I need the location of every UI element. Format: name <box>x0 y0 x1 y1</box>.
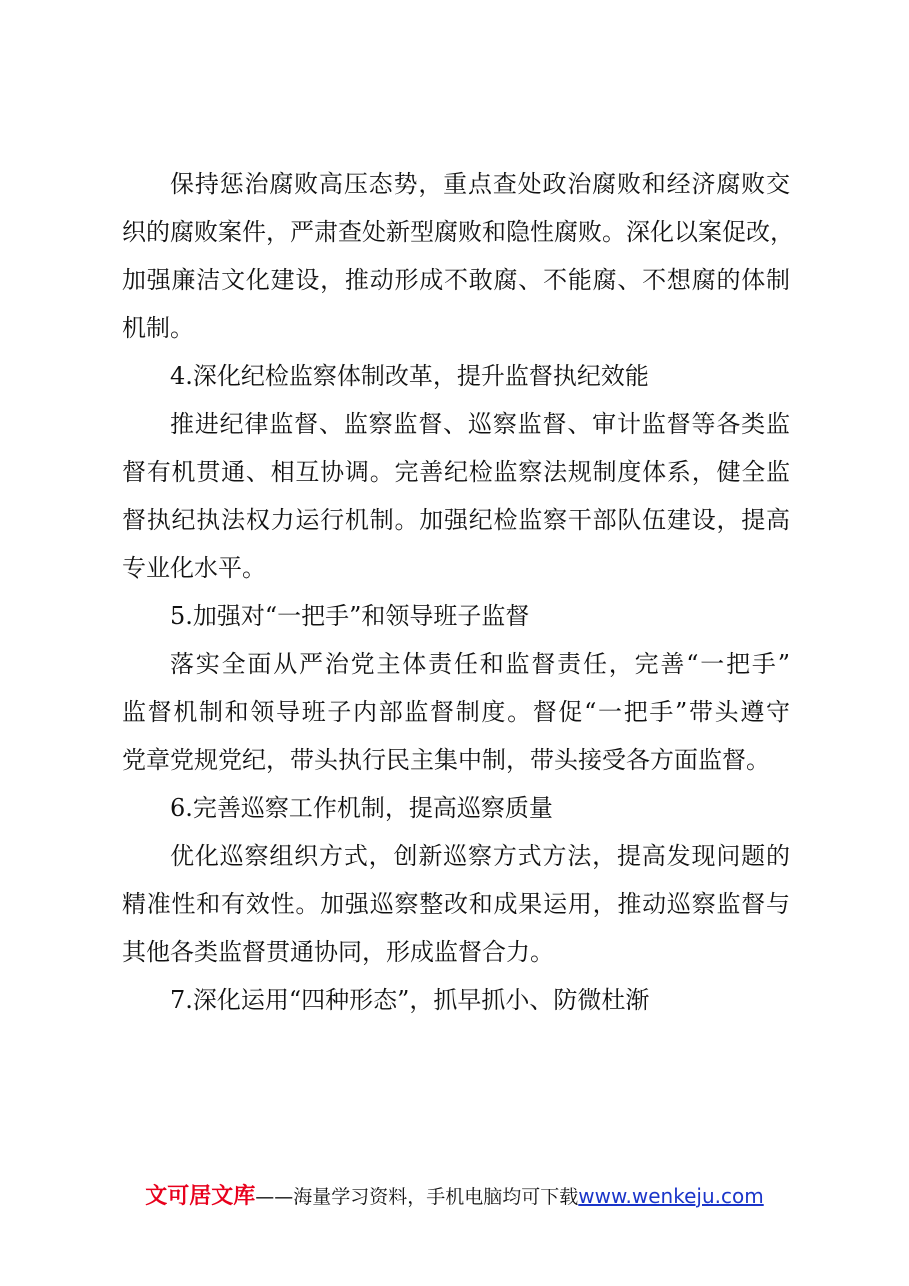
paragraph-line: 加强廉洁文化建设，推动形成不敢腐、不能腐、不想腐的体制 <box>122 266 790 294</box>
paragraph-line: 织的腐败案件，严肃查处新型腐败和隐性腐败。深化以案促改， <box>122 218 794 246</box>
paragraph-line: 专业化水平。 <box>122 554 266 582</box>
paragraph-line: 督有机贯通、相互协调。完善纪检监察法规制度体系，健全监 <box>122 458 790 486</box>
paragraph-line: 优化巡察组织方式，创新巡察方式方法，提高发现问题的 <box>170 842 790 870</box>
paragraph-line: 落实全面从严治党主体责任和监督责任，完善“一把手” <box>170 650 790 678</box>
section-heading-7: 7.深化运用“四种形态”，抓早抓小、防微杜渐 <box>170 986 650 1014</box>
brand-name: 文可居文库 <box>145 1184 256 1209</box>
paragraph-line: 党章党规党纪，带头执行民主集中制，带头接受各方面监督。 <box>122 746 770 774</box>
paragraph-line: 精准性和有效性。加强巡察整改和成果运用，推动巡察监督与 <box>122 890 790 918</box>
paragraph-line: 推进纪律监督、监察监督、巡察监督、审计监督等各类监 <box>170 410 790 438</box>
paragraph-line: 监督机制和领导班子内部监督制度。督促“一把手”带头遵守 <box>122 698 790 726</box>
section-heading-6: 6.完善巡察工作机制，提高巡察质量 <box>170 794 553 822</box>
section-heading-5: 5.加强对“一把手”和领导班子监督 <box>170 602 530 630</box>
footer-tagline: ——海量学习资料，手机电脑均可下载 <box>255 1186 579 1208</box>
paragraph-line: 机制。 <box>122 314 194 342</box>
section-heading-4: 4.深化纪检监察体制改革，提升监督执纪效能 <box>170 362 649 390</box>
footer-banner <box>0 1180 909 1212</box>
paragraph-line: 其他各类监督贯通协同，形成监督合力。 <box>122 938 554 966</box>
website-link[interactable]: www.wenkeju.com <box>578 1184 764 1208</box>
paragraph-line: 督执纪执法权力运行机制。加强纪检监察干部队伍建设，提高 <box>122 506 790 534</box>
paragraph-line: 保持惩治腐败高压态势，重点查处政治腐败和经济腐败交 <box>170 170 790 198</box>
